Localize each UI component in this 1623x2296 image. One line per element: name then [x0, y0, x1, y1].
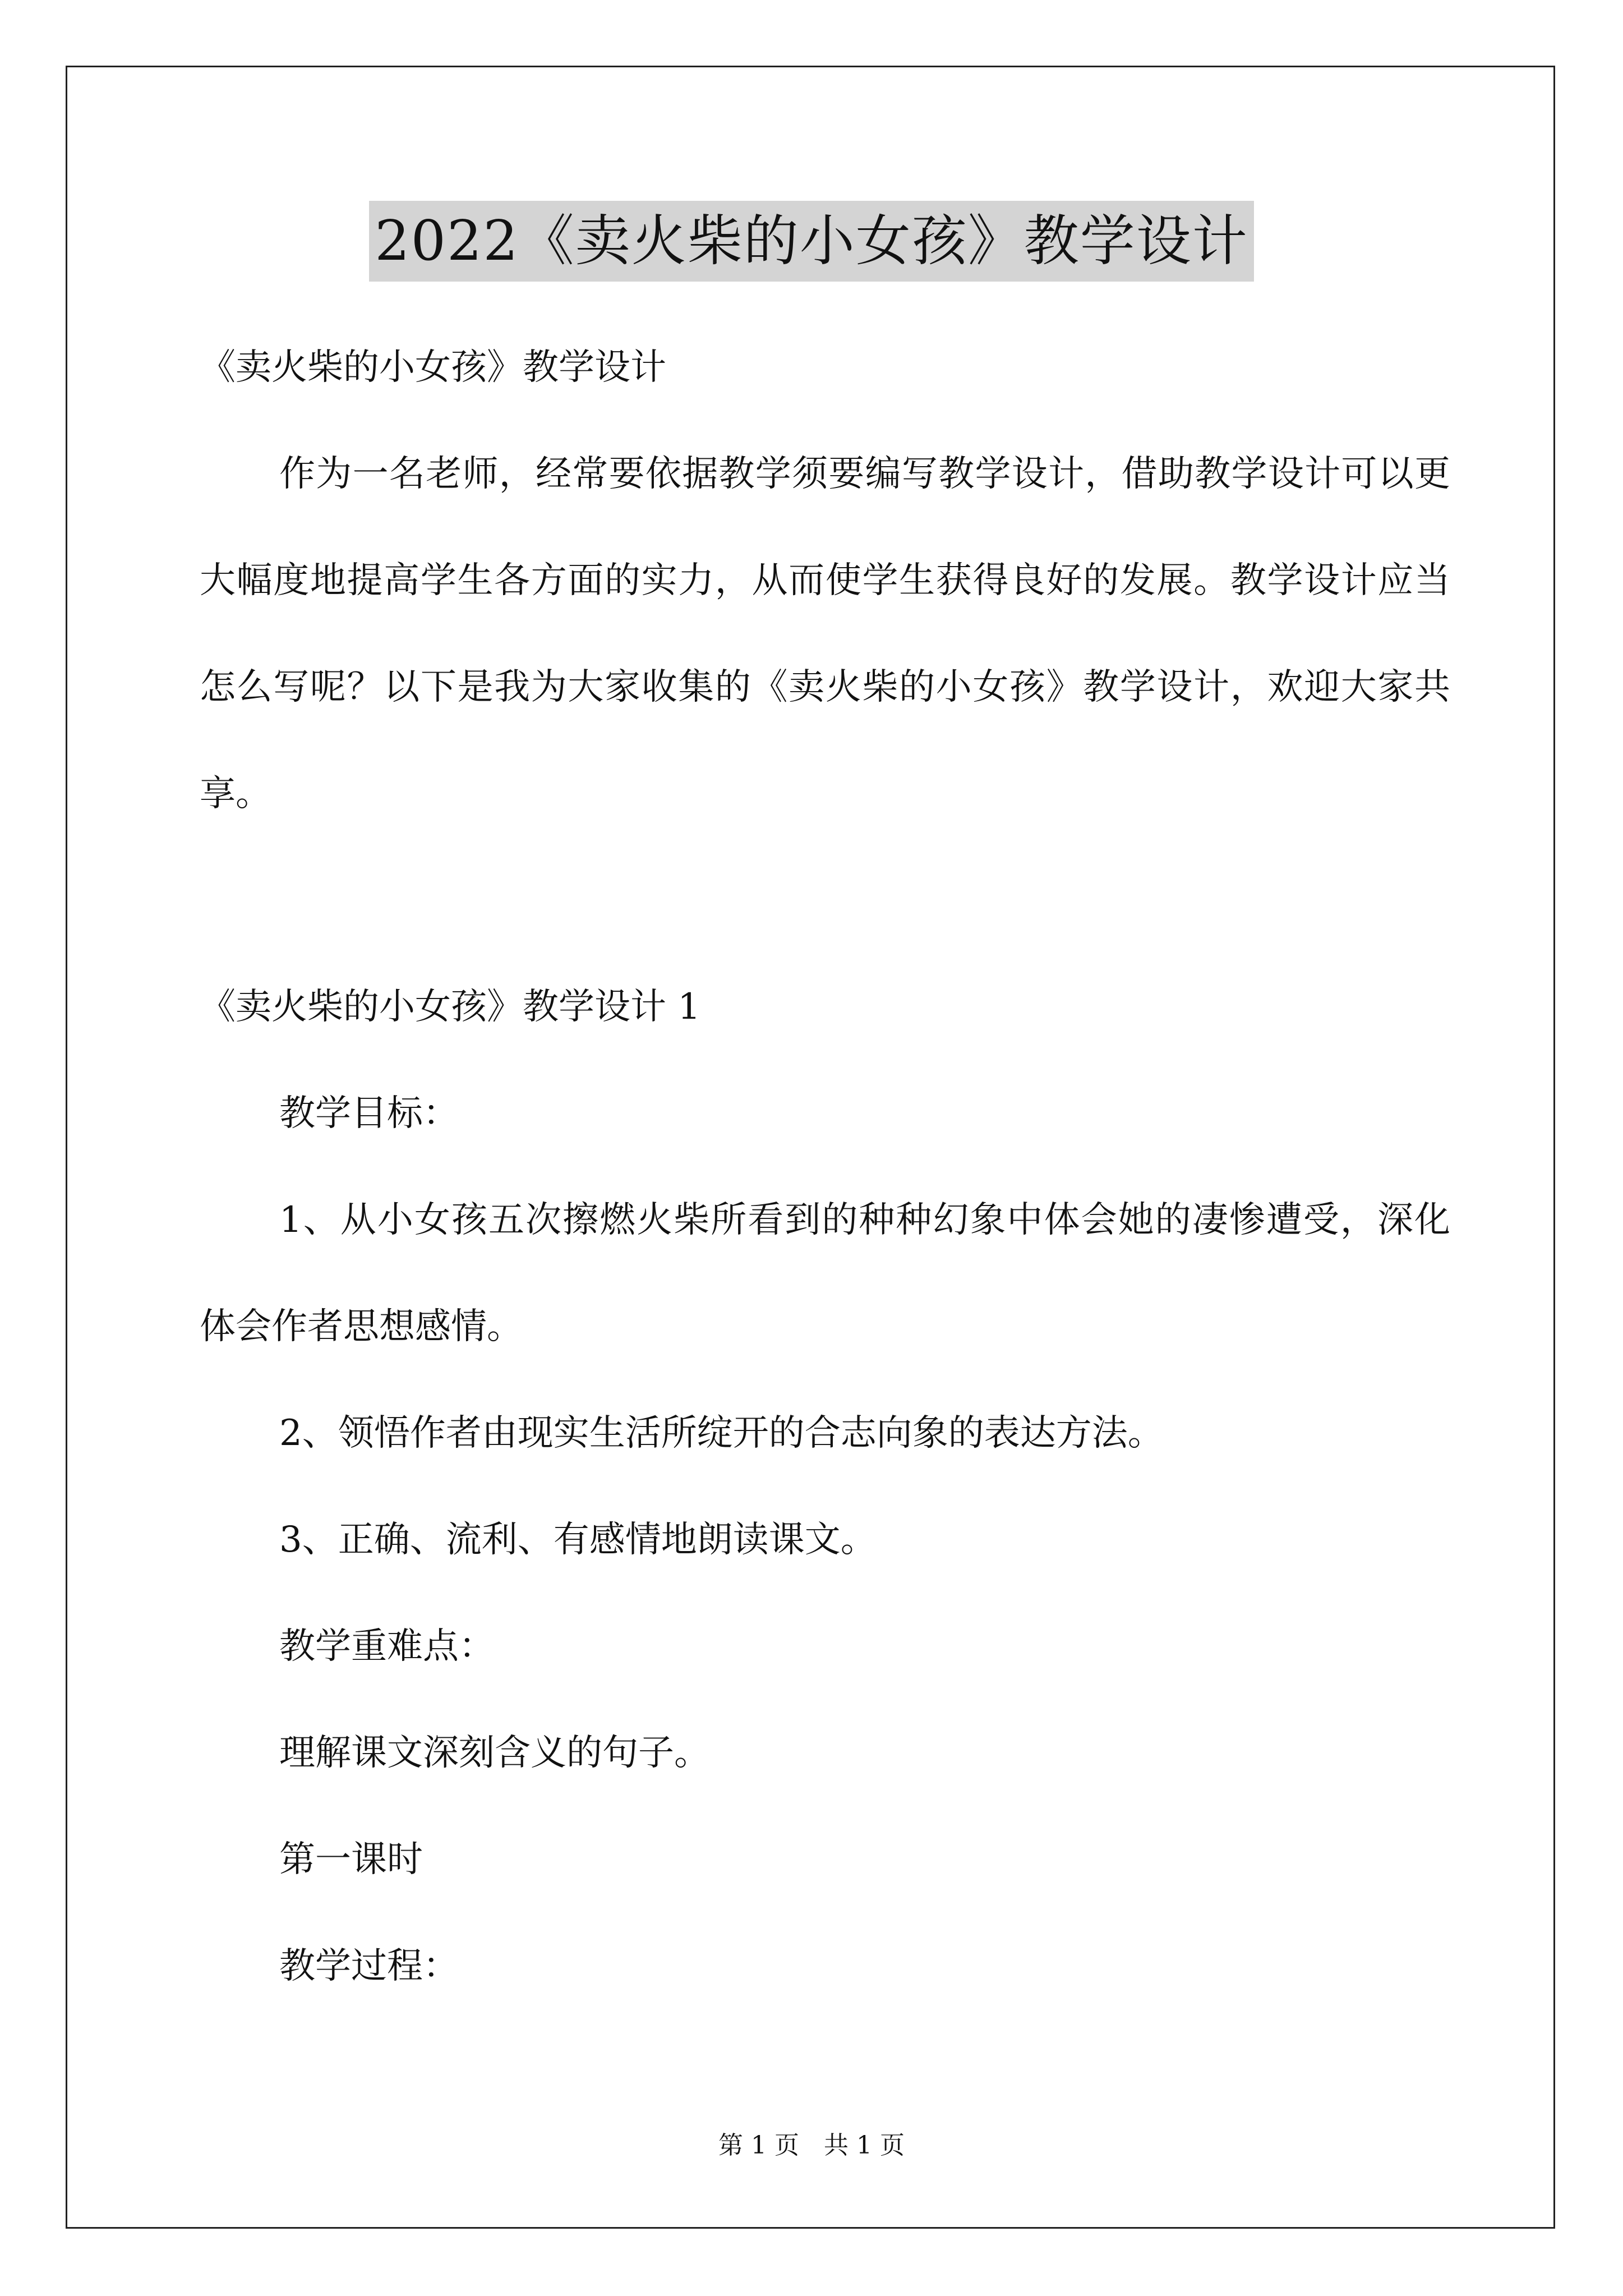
process-label: 教学过程： — [279, 1945, 459, 1987]
intro-paragraph: 作为一名老师，经常要依据教学须要编写教学设计，借助教学设计可以更大幅度地提高学生各方面的实力，从而使学生获得良好的发展。教学设计应当怎么写呢？以下是我为大家收集的《卖火柴的小女孩》教学设计，欢迎大家共享。 — [200, 453, 1450, 815]
subtitle: 《卖火柴的小女孩》教学设计 — [200, 347, 666, 388]
page-footer: 第 1 页 共 1 页 — [718, 2131, 905, 2160]
document-body — [200, 314, 1450, 2019]
section-heading: 《卖火柴的小女孩》教学设计 1 — [200, 986, 701, 1028]
goals-label: 教学目标： — [279, 1093, 459, 1134]
lesson-label: 第一课时 — [279, 1839, 423, 1880]
title-area — [0, 201, 1623, 282]
goal-item-2: 2、领悟作者由现实生活所绽开的合志向象的表达方法。 — [279, 1412, 1164, 1454]
goal-item-1: 1、从小女孩五次擦燃火柴所看到的种种幻象中体会她的凄惨遭受，深化体会作者思想感情。 — [200, 1199, 1450, 1347]
document-title: 2022《卖火柴的小女孩》教学设计 — [369, 201, 1253, 282]
goal-item-3: 3、正确、流利、有感情地朗读课文。 — [279, 1519, 877, 1561]
key-points-text: 理解课文深刻含义的句子。 — [279, 1732, 710, 1774]
key-points-label: 教学重难点： — [279, 1626, 495, 1667]
